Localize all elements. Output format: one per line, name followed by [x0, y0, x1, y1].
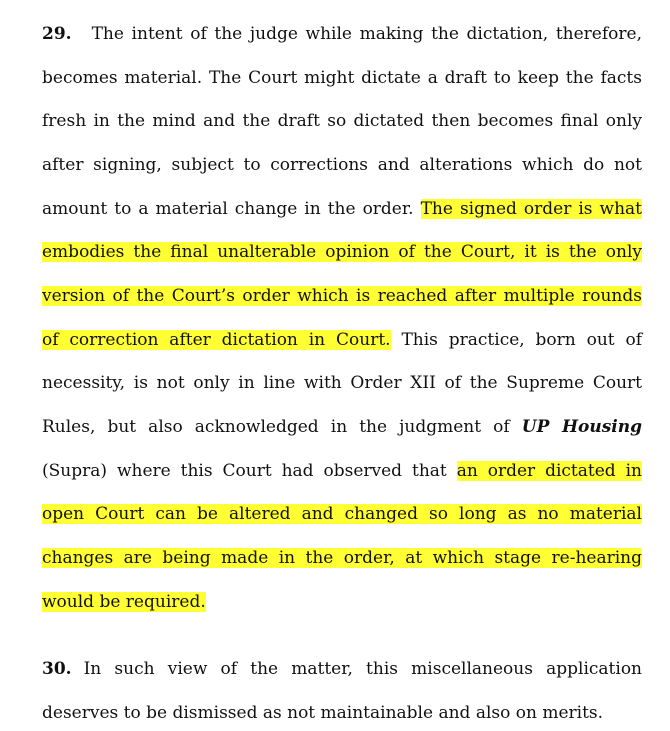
para-29-line-13 — [42, 543, 642, 573]
highlighted-text: of correction after dictation in Court. — [42, 330, 391, 350]
highlighted-text: The signed order is what — [420, 199, 642, 219]
para-29-text: (Supra) where this Court had observed that — [42, 461, 447, 481]
para-29-line-1 — [42, 19, 642, 49]
para-29-line-14 — [42, 587, 642, 617]
para-30-line-1 — [42, 654, 642, 684]
para-29-line-8 — [42, 325, 642, 355]
highlighted-text: embodies the final unalterable opinion of the Court, it is the only — [42, 242, 642, 262]
paragraph-number-29: 29. — [42, 24, 72, 44]
para-29-line-2: becomes material. The Court might dictate a draft to keep the facts — [42, 68, 642, 88]
para-29-line-9: necessity, is not only in line with Order XII of the Supreme Court — [42, 373, 642, 393]
highlighted-text: version of the Court’s order which is reached after multiple rounds — [42, 286, 642, 306]
para-29-line-4: after signing, subject to corrections and alterations which do not — [42, 155, 642, 175]
para-29-text: amount to a material change in the order. — [42, 199, 414, 219]
case-name: UP Housing — [521, 417, 642, 437]
para-29-line-7 — [42, 281, 642, 311]
para-29-line-3: fresh in the mind and the draft so dictated then becomes final only — [42, 111, 642, 131]
highlighted-text: would be required. — [42, 592, 206, 612]
para-29-line-11 — [42, 456, 642, 486]
para-30-text: In such view of the matter, this miscellaneous application — [83, 659, 642, 679]
highlighted-text: changes are being made in the order, at which stage re-hearing — [42, 548, 642, 568]
para-29-text: This practice, born out of — [401, 330, 643, 350]
para-29-text: Rules, but also acknowledged in the judgment of — [42, 417, 510, 437]
para-29-line-10 — [42, 412, 642, 442]
paragraph-number-30: 30. — [42, 659, 72, 679]
highlighted-text: open Court can be altered and changed so long as no material — [42, 504, 642, 524]
para-30-line-2: deserves to be dismissed as not maintainable and also on merits. — [42, 703, 604, 723]
highlighted-text: an order dictated in — [456, 461, 642, 481]
para-29-line-12 — [42, 499, 642, 529]
para-29-line-5 — [42, 194, 642, 224]
para-29-text: The intent of the judge while making the dictation, therefore, — [91, 24, 642, 44]
para-29-line-6 — [42, 237, 642, 267]
